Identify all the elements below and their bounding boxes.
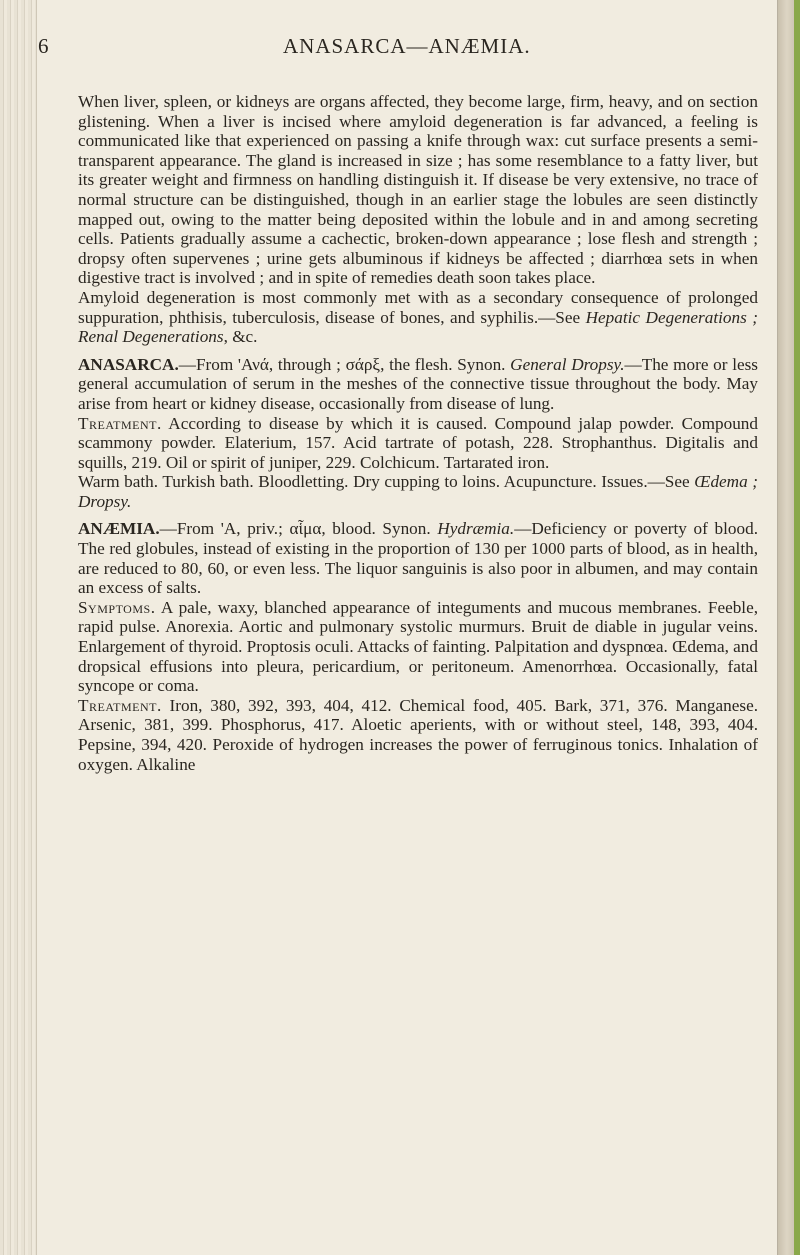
anasarca-treatment-2	[78, 472, 758, 511]
amyloid-etc: , &c.	[223, 327, 258, 347]
anasarca-definition: —The more or less general accumulation of serum in the meshes of the connective tissue throughout the body. May arise from heart or kidney disease, occasionally from disease of lung.	[78, 354, 758, 413]
left-page-edge	[0, 0, 37, 1255]
anasarca-treatment	[78, 414, 758, 473]
anaemia-entry	[78, 519, 758, 597]
amyloid-paragraph-1: When liver, spleen, or kidneys are organs affected, they become large, firm, heavy, and on section glistening. When a liver is incised where amyloid degeneration is far advanced, a feeling is communicated like that experienced on passing a knife through wax: cut surface presents a semi-transparent appearance. The gland is increased in size ; has some resemblance to a fatty liver, but its greater weight and firmness on handling distinguish it. If disease be very extensive, no trace of normal structure can be distinguished, though in an earlier stage the lobules are seen distinctly mapped out, owing to the matter being deposited within the lobule and in and among secreting cells. Patients gradually assume a cachectic, broken-down appearance ; lose flesh and strength ; dropsy often supervenes ; urine gets albuminous if kidneys be affected ; diarrhœa sets in when digestive tract is involved ; and in spite of remedies death soon takes place.	[78, 92, 758, 288]
anaemia-symptoms-label: Symptoms.	[78, 597, 156, 617]
anasarca-treatment-label: Treatment.	[78, 413, 162, 433]
anaemia-headword: ANÆMIA.	[78, 519, 160, 539]
anasarca-treatment-text: According to disease by which it is caused. Compound jalap powder. Compound scammony powder. Elaterium, 157. Acid tartrate of potash, 228. Strophanthus. Digitalis and squills, 219. Oil or spirit of juniper, 229. Colchicum. Tartarated iron.	[78, 413, 758, 472]
anaemia-definition: —Deficiency or poverty of blood. The red globules, instead of existing in the proportion of 130 per 1000 parts of blood, as in health, are reduced to 80, 60, or even less. The liquor sanguinis is also poor in albumen, and may contain an excess of salts.	[78, 519, 758, 598]
anasarca-etymology: —From 'Ανά, through ; σάρξ, the flesh. Synon.	[178, 354, 511, 374]
anasarca-treatment2-text: Warm bath. Turkish bath. Bloodletting. Dry cupping to loins. Acupuncture. Issues.—See	[78, 472, 695, 492]
page-number: 6	[38, 34, 50, 58]
anaemia-treatment	[78, 696, 758, 774]
page-header	[38, 22, 758, 58]
anaemia-symptoms	[78, 598, 758, 696]
amyloid-paragraph-2	[78, 288, 758, 347]
right-edge-binding	[794, 0, 800, 1255]
anaemia-treatment-text: Iron, 380, 392, 393, 404, 412. Chemical food, 405. Bark, 371, 376. Manganese. Arsenic, 381, 399. Phosphorus, 417. Aloetic aperients, with or without steel, 148, 393, 404. Pepsine, 394, 420. Peroxide of hydrogen increases the power of ferruginous tonics. Inhalation of oxygen. Alkaline	[78, 695, 758, 774]
book-page	[38, 22, 758, 774]
page-body	[78, 92, 758, 774]
anasarca-see-also: Œdema ; Dropsy.	[78, 472, 758, 511]
anasarca-synonym: General Dropsy.	[510, 354, 625, 374]
anasarca-entry	[78, 355, 758, 414]
anaemia-etymology: —From 'Α, priv.; αἷμα, blood. Synon.	[159, 519, 438, 539]
amyloid-see-also: Hepatic Degenerations ; Renal Degenerations	[78, 307, 758, 347]
anaemia-treatment-label: Treatment.	[78, 695, 162, 715]
anaemia-synonym: Hydræmia.	[437, 519, 515, 539]
anasarca-headword: ANASARCA.	[78, 354, 179, 374]
amyloid-text: Amyloid degeneration is most commonly met with as a secondary consequence of prolonged suppuration, phthisis, tuberculosis, disease of bones, and syphilis.—See	[78, 287, 758, 327]
running-head: ANASARCA—ANÆMIA.	[283, 34, 531, 58]
anaemia-symptoms-text: A pale, waxy, blanched appearance of integuments and mucous membranes. Feeble, rapid pulse. Anorexia. Aortic and pulmonary systolic murmurs. Bruit de diable in jugular veins. Enlargement of thyroid. Proptosis oculi. Attacks of fainting. Palpitation and dyspnœa. Œdema, and dropsical effusions into pleura, pericardium, or peritoneum. Amenorrhœa. Occasionally, fatal syncope or coma.	[78, 597, 758, 696]
